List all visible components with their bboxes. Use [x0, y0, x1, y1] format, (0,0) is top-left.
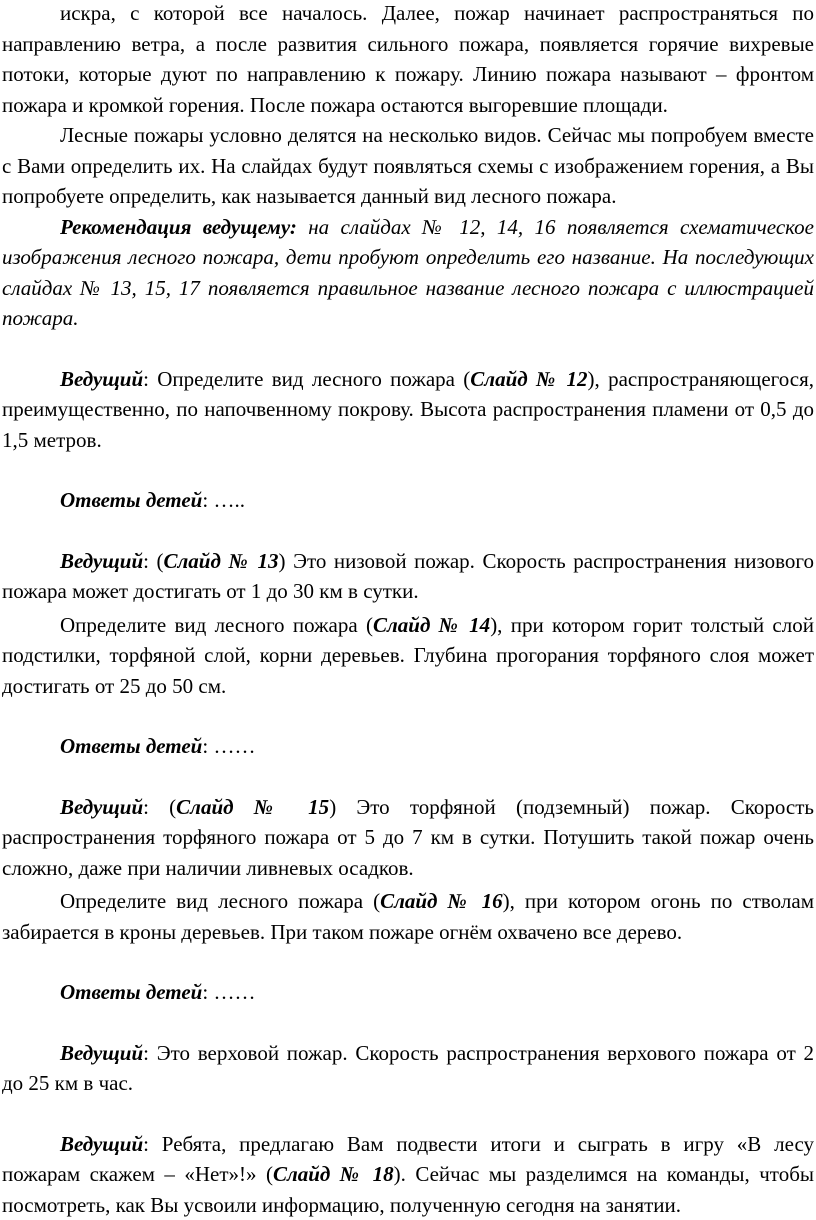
speaker-label: Ведущий — [60, 795, 143, 819]
answers-label: Ответы детей — [60, 488, 202, 512]
answers-label: Ответы детей — [60, 734, 202, 758]
paragraph-text: Лесные пожары условно делятся на несколько видов. Сейчас мы попробуем вместе с Вами определить их. На слайдах будут появляться схемы с изображением горения, а Вы попробуете определить, как называется данный вид лесного пожара. — [2, 123, 814, 208]
paragraph-children-answers — [2, 731, 814, 762]
recommendation-label: Рекомендация ведущему: — [60, 215, 297, 239]
paragraph-text: ), распространяющегося, преимущественно, по напочвенному покрову. Высота распространения пламени от 0,5 до 1,5 метров. — [2, 367, 814, 452]
paragraph-text: : ( — [143, 549, 163, 573]
paragraph-host-crown-fire — [2, 1038, 814, 1099]
paragraph-text: : …… — [202, 980, 255, 1004]
paragraph-text: ). Сейчас мы разделимся на команды, чтобы посмотреть, как Вы усвоили информацию, полученную сегодня на занятии. — [2, 1162, 814, 1217]
speaker-label: Ведущий — [60, 549, 143, 573]
paragraph-children-answers — [2, 485, 814, 516]
answers-label: Ответы детей — [60, 980, 202, 1004]
paragraph-host-slide-18 — [2, 1129, 814, 1220]
slide-reference: Слайд № 16 — [380, 889, 503, 913]
recommendation-text: на слайдах № 12, 14, 16 появляется схематическое изображения лесного пожара, дети пробуют определить его название. На последующих слайдах № 13, 15, 17 появляется правильное название лесного пожара с иллюстрацией пожара. — [2, 215, 814, 331]
paragraph-slide-16 — [2, 886, 814, 947]
paragraph-recommendation — [2, 212, 814, 334]
paragraph-host-slide-13 — [2, 546, 814, 607]
paragraph-text: Определите вид лесного пожара ( — [60, 889, 380, 913]
paragraph-text: : ….. — [202, 488, 245, 512]
speaker-label: Ведущий — [60, 367, 143, 391]
paragraph-text: : Ребята, предлагаю Вам подвести итоги и сыграть в игру «В лесу пожарам скажем – «Нет»!» ( — [2, 1132, 814, 1187]
paragraph-children-answers — [2, 977, 814, 1008]
paragraph-text: Определите вид лесного пожара ( — [60, 613, 373, 637]
speaker-label: Ведущий — [60, 1132, 143, 1156]
paragraph-text: ), при котором горит толстый слой подстилки, торфяной слой, корни деревьев. Глубина прогорания торфяного слоя может достигать от 25 до 50 см. — [2, 613, 814, 698]
paragraph-text: ) Это торфяной (подземный) пожар. Скорость распространения торфяного пожара от 5 до 7 км в сутки. Потушить такой пожар очень сложно, даже при наличии ливневых осадков. — [2, 795, 814, 880]
slide-reference: Слайд № 18 — [273, 1162, 394, 1186]
paragraph-text: : Определите вид лесного пожара ( — [143, 367, 470, 391]
paragraph-host-slide-15 — [2, 792, 814, 884]
slide-reference: Слайд № 15 — [176, 795, 329, 819]
speaker-label: Ведущий — [60, 1041, 143, 1065]
paragraph-text: ) Это низовой пожар. Скорость распространения низового пожара может достигать от 1 до 30 км в сутки. — [2, 549, 814, 604]
slide-reference: Слайд № 14 — [373, 613, 490, 637]
paragraph-text: : ( — [143, 795, 176, 819]
paragraph-text: : Это верховой пожар. Скорость распространения верхового пожара от 2 до 25 км в час. — [2, 1041, 814, 1096]
paragraph-text: : …… — [202, 734, 255, 758]
paragraph-host-slide-12 — [2, 364, 814, 456]
slide-reference: Слайд № 13 — [164, 549, 279, 573]
slide-reference: Слайд № 12 — [470, 367, 587, 391]
paragraph-fire-types — [2, 120, 814, 212]
paragraph-text: ), при котором огонь по стволам забирается в кроны деревьев. При таком пожаре огнём охвачено все дерево. — [2, 889, 814, 944]
paragraph-fire-intro — [2, 0, 814, 120]
paragraph-slide-14 — [2, 610, 814, 702]
paragraph-text: искра, с которой все началось. Далее, пожар начинает распространяться по направлению ветра, а после развития сильного пожара, появляется горячие вихревые потоки, которые дуют по направлению к пожару. Линию пожара называют – фронтом пожара и кромкой горения. После пожара остаются выгоревшие площади. — [2, 1, 814, 117]
